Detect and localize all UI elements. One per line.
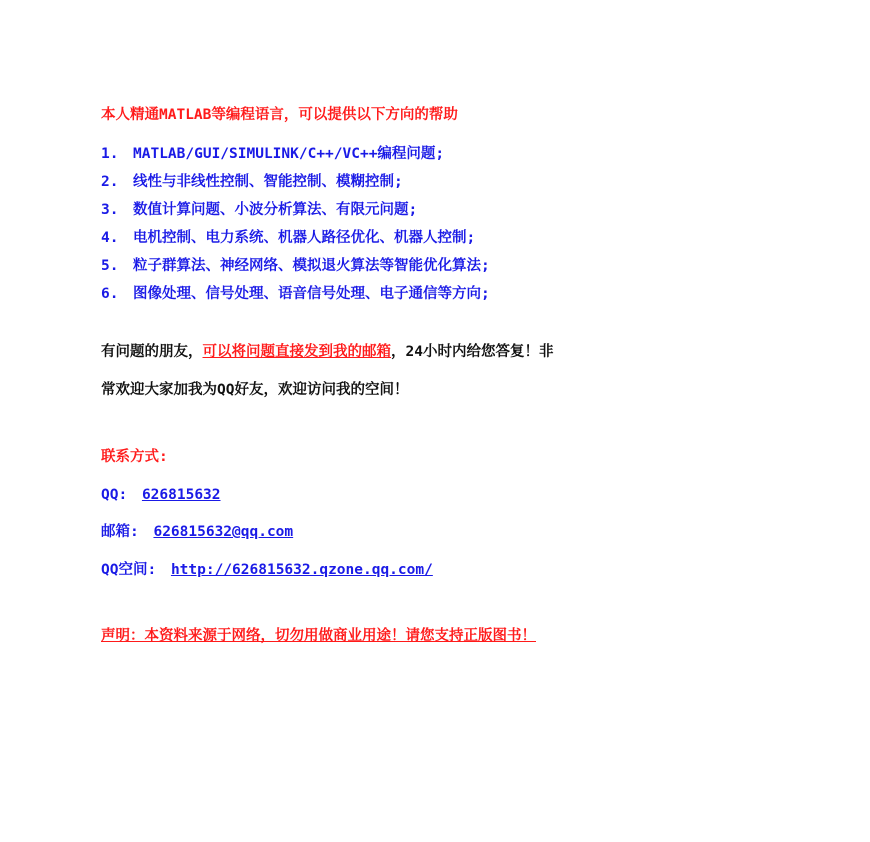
qq-number-link[interactable]: 626815632 <box>141 487 221 503</box>
email-row <box>101 523 293 541</box>
list-item <box>101 285 490 303</box>
list-number: 3. <box>101 202 119 218</box>
qq-label: QQ: <box>101 487 128 503</box>
list-text: 数值计算问题、小波分析算法、有限元问题; <box>133 202 418 218</box>
list-text: 图像处理、信号处理、语音信号处理、电子通信等方向; <box>133 286 490 302</box>
qzone-row <box>101 561 433 579</box>
list-number: 6. <box>101 286 119 302</box>
email-label: 邮箱: <box>101 524 139 540</box>
paragraph-line-1 <box>101 343 553 361</box>
list-number: 5. <box>101 258 119 274</box>
intro-line: 本人精通MATLAB等编程语言，可以提供以下方向的帮助 <box>101 107 458 123</box>
contact-heading: 联系方式: <box>101 449 168 465</box>
email-prompt-link[interactable]: 可以将问题直接发到我的邮箱 <box>202 344 391 360</box>
email-link[interactable]: 626815632@qq.com <box>153 524 294 540</box>
paragraph-text: 有问题的朋友， <box>101 344 203 360</box>
list-number: 1. <box>101 146 119 162</box>
qzone-label: QQ空间: <box>101 562 157 578</box>
list-text: MATLAB/GUI/SIMULINK/C++/VC++编程问题; <box>133 146 445 162</box>
list-item <box>101 201 417 219</box>
list-text: 线性与非线性控制、智能控制、模糊控制; <box>133 174 403 190</box>
list-item <box>101 257 490 275</box>
list-number: 4. <box>101 230 119 246</box>
qzone-link[interactable]: http://626815632.qzone.qq.com/ <box>170 562 433 578</box>
disclaimer: 声明：本资料来源于网络，切勿用做商业用途！请您支持正版图书！ <box>101 628 536 644</box>
list-number: 2. <box>101 174 119 190</box>
paragraph-line-2: 常欢迎大家加我为QQ好友，欢迎访问我的空间！ <box>101 382 409 398</box>
list-item <box>101 145 444 163</box>
list-text: 电机控制、电力系统、机器人路径优化、机器人控制; <box>133 230 476 246</box>
qq-row <box>101 486 221 504</box>
paragraph-text: ，24小时内给您答复！非 <box>391 344 554 360</box>
list-item <box>101 229 475 247</box>
list-item <box>101 173 403 191</box>
list-text: 粒子群算法、神经网络、模拟退火算法等智能优化算法; <box>133 258 490 274</box>
